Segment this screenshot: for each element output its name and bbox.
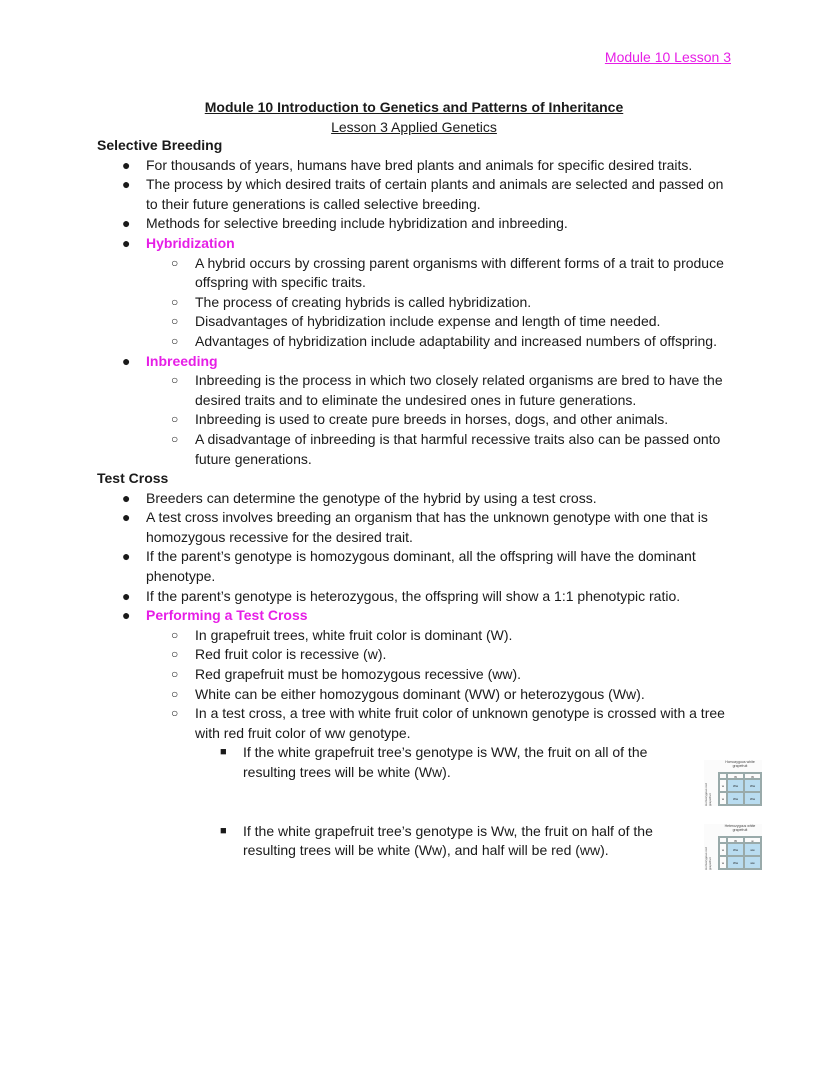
list-item: ● If the parent’s genotype is homozygous dominant, all the offspring will have the dominant phenotype.	[122, 548, 696, 585]
document-body	[97, 136, 737, 861]
circle-bullet-icon: ○	[171, 294, 179, 309]
subheading-inbreeding: Inbreeding	[146, 352, 218, 369]
circle-bullet-icon: ○	[171, 627, 179, 642]
punnett-cell: Ww	[727, 779, 744, 792]
list-item: ○ Disadvantages of hybridization include expense and length of time needed.	[97, 312, 737, 332]
punnett-top-allele: w	[744, 837, 761, 843]
bullet-icon: ●	[122, 215, 131, 232]
circle-bullet-icon: ○	[171, 431, 179, 446]
punnett-top-allele: W	[727, 837, 744, 843]
circle-bullet-icon: ○	[171, 647, 179, 662]
document-subtitle: Lesson 3 Applied Genetics	[331, 119, 497, 135]
punnett-header: Heterozygous white grapefruit	[724, 824, 756, 832]
punnett-cell: ww	[744, 856, 761, 869]
punnett-cell: Ww	[727, 843, 744, 856]
list-item: ○ In a test cross, a tree with white fruit color of unknown genotype is crossed with a tree with red fruit color of ww genotype.	[171, 705, 725, 741]
list-item: ○ Inbreeding is used to create pure breeds in horses, dogs, and other animals.	[97, 410, 737, 430]
punnett-left-allele: w	[719, 856, 727, 869]
test-cross-list	[97, 489, 737, 861]
bullet-icon: ●	[122, 607, 131, 624]
punnett-cell: ww	[744, 843, 761, 856]
list-item: ■ If the white grapefruit tree’s genotype is Ww, the fruit on half of the resulting trees will be white (Ww), and half will be red (ww).	[220, 822, 653, 859]
punnett-top-allele: W	[744, 773, 761, 779]
list-item: ○ White can be either homozygous dominant (WW) or heterozygous (Ww).	[97, 685, 737, 705]
list-item: ● Breeders can determine the genotype of the hybrid by using a test cross.	[97, 489, 737, 509]
list-item: ○ A disadvantage of inbreeding is that harmful recessive traits also can be passed onto future generations.	[171, 430, 721, 467]
punnett-side-label: Homozygous red grapefruit	[704, 847, 712, 870]
list-item: ● Methods for selective breeding include hybridization and inbreeding.	[97, 214, 737, 234]
bullet-icon: ●	[122, 156, 131, 173]
list-item: ○ Advantages of hybridization include adaptability and increased numbers of offspring.	[97, 332, 737, 352]
list-item: ○ A hybrid occurs by crossing parent organisms with different forms of a trait to produce offspring with specific traits.	[171, 254, 724, 291]
bullet-icon: ●	[122, 352, 131, 369]
punnett-cell: Ww	[727, 856, 744, 869]
punnett-cell: Ww	[744, 779, 761, 792]
square-bullet-icon: ■	[220, 824, 227, 837]
circle-bullet-icon: ○	[171, 373, 179, 388]
section-heading-test-cross: Test Cross	[97, 470, 169, 487]
selective-breeding-list	[97, 156, 737, 470]
list-item: ● The process by which desired traits of certain plants and animals are selected and passed on to their future generations is called selective breeding.	[122, 176, 724, 212]
list-item: ● A test cross involves breeding an organism that has the unknown genotype with one that is homozygous recessive for the desired trait.	[122, 509, 708, 545]
punnett-top-allele: W	[727, 773, 744, 779]
list-item: ○ Red grapefruit must be homozygous recessive (ww).	[97, 665, 737, 685]
circle-bullet-icon: ○	[171, 255, 179, 270]
punnett-grid	[718, 772, 762, 806]
bullet-icon: ●	[122, 587, 131, 604]
punnett-side-label: Homozygous red grapefruit	[704, 783, 712, 806]
punnett-square-heterozygous	[704, 824, 762, 870]
punnett-square-homozygous	[704, 760, 762, 806]
circle-bullet-icon: ○	[171, 412, 179, 427]
punnett-grid	[718, 836, 762, 870]
punnett-left-allele: w	[719, 792, 727, 805]
section-heading-selective-breeding: Selective Breeding	[97, 137, 223, 153]
circle-bullet-icon: ○	[171, 667, 179, 682]
circle-bullet-icon: ○	[171, 314, 179, 329]
punnett-cell: Ww	[744, 792, 761, 805]
list-item: ○ The process of creating hybrids is called hybridization.	[97, 293, 737, 313]
list-item-hybridization	[97, 234, 737, 254]
list-item: ■ If the white grapefruit tree’s genotype is WW, the fruit on all of the resulting trees will be white (Ww).	[220, 744, 648, 780]
list-item: ● For thousands of years, humans have bred plants and animals for specific desired traits.	[97, 156, 737, 176]
circle-bullet-icon: ○	[171, 333, 179, 348]
bullet-icon: ●	[122, 489, 131, 506]
list-item-performing-test-cross	[97, 606, 737, 626]
list-item: ○ Red fruit color is recessive (w).	[97, 645, 737, 665]
punnett-cell: Ww	[727, 792, 744, 805]
list-item: ○ Inbreeding is the process in which two closely related organisms are bred to have the desired traits and to eliminate the undesired ones in future generations.	[171, 372, 723, 408]
circle-bullet-icon: ○	[171, 686, 179, 701]
punnett-left-allele: w	[719, 843, 727, 856]
punnett-header: Homozygous white grapefruit	[725, 760, 755, 768]
bullet-icon: ●	[122, 176, 131, 193]
list-item: ● If the parent’s genotype is heterozygous, the offspring will show a 1:1 phenotypic ratio.	[97, 587, 737, 607]
list-item: ○ In grapefruit trees, white fruit color is dominant (W).	[97, 626, 737, 646]
title-block	[0, 97, 828, 137]
bullet-icon: ●	[122, 509, 131, 526]
punnett-left-allele: w	[719, 779, 727, 792]
circle-bullet-icon: ○	[171, 706, 179, 721]
subheading-hybridization: Hybridization	[146, 234, 235, 251]
bullet-icon: ●	[122, 548, 131, 565]
subheading-performing-test-cross: Performing a Test Cross	[146, 607, 308, 624]
bullet-icon: ●	[122, 234, 131, 251]
document-title: Module 10 Introduction to Genetics and Patterns of Inheritance	[204, 99, 624, 115]
list-item-inbreeding	[97, 352, 737, 372]
square-bullet-icon: ■	[220, 746, 227, 759]
module-lesson-link[interactable]: Module 10 Lesson 3	[604, 49, 731, 65]
